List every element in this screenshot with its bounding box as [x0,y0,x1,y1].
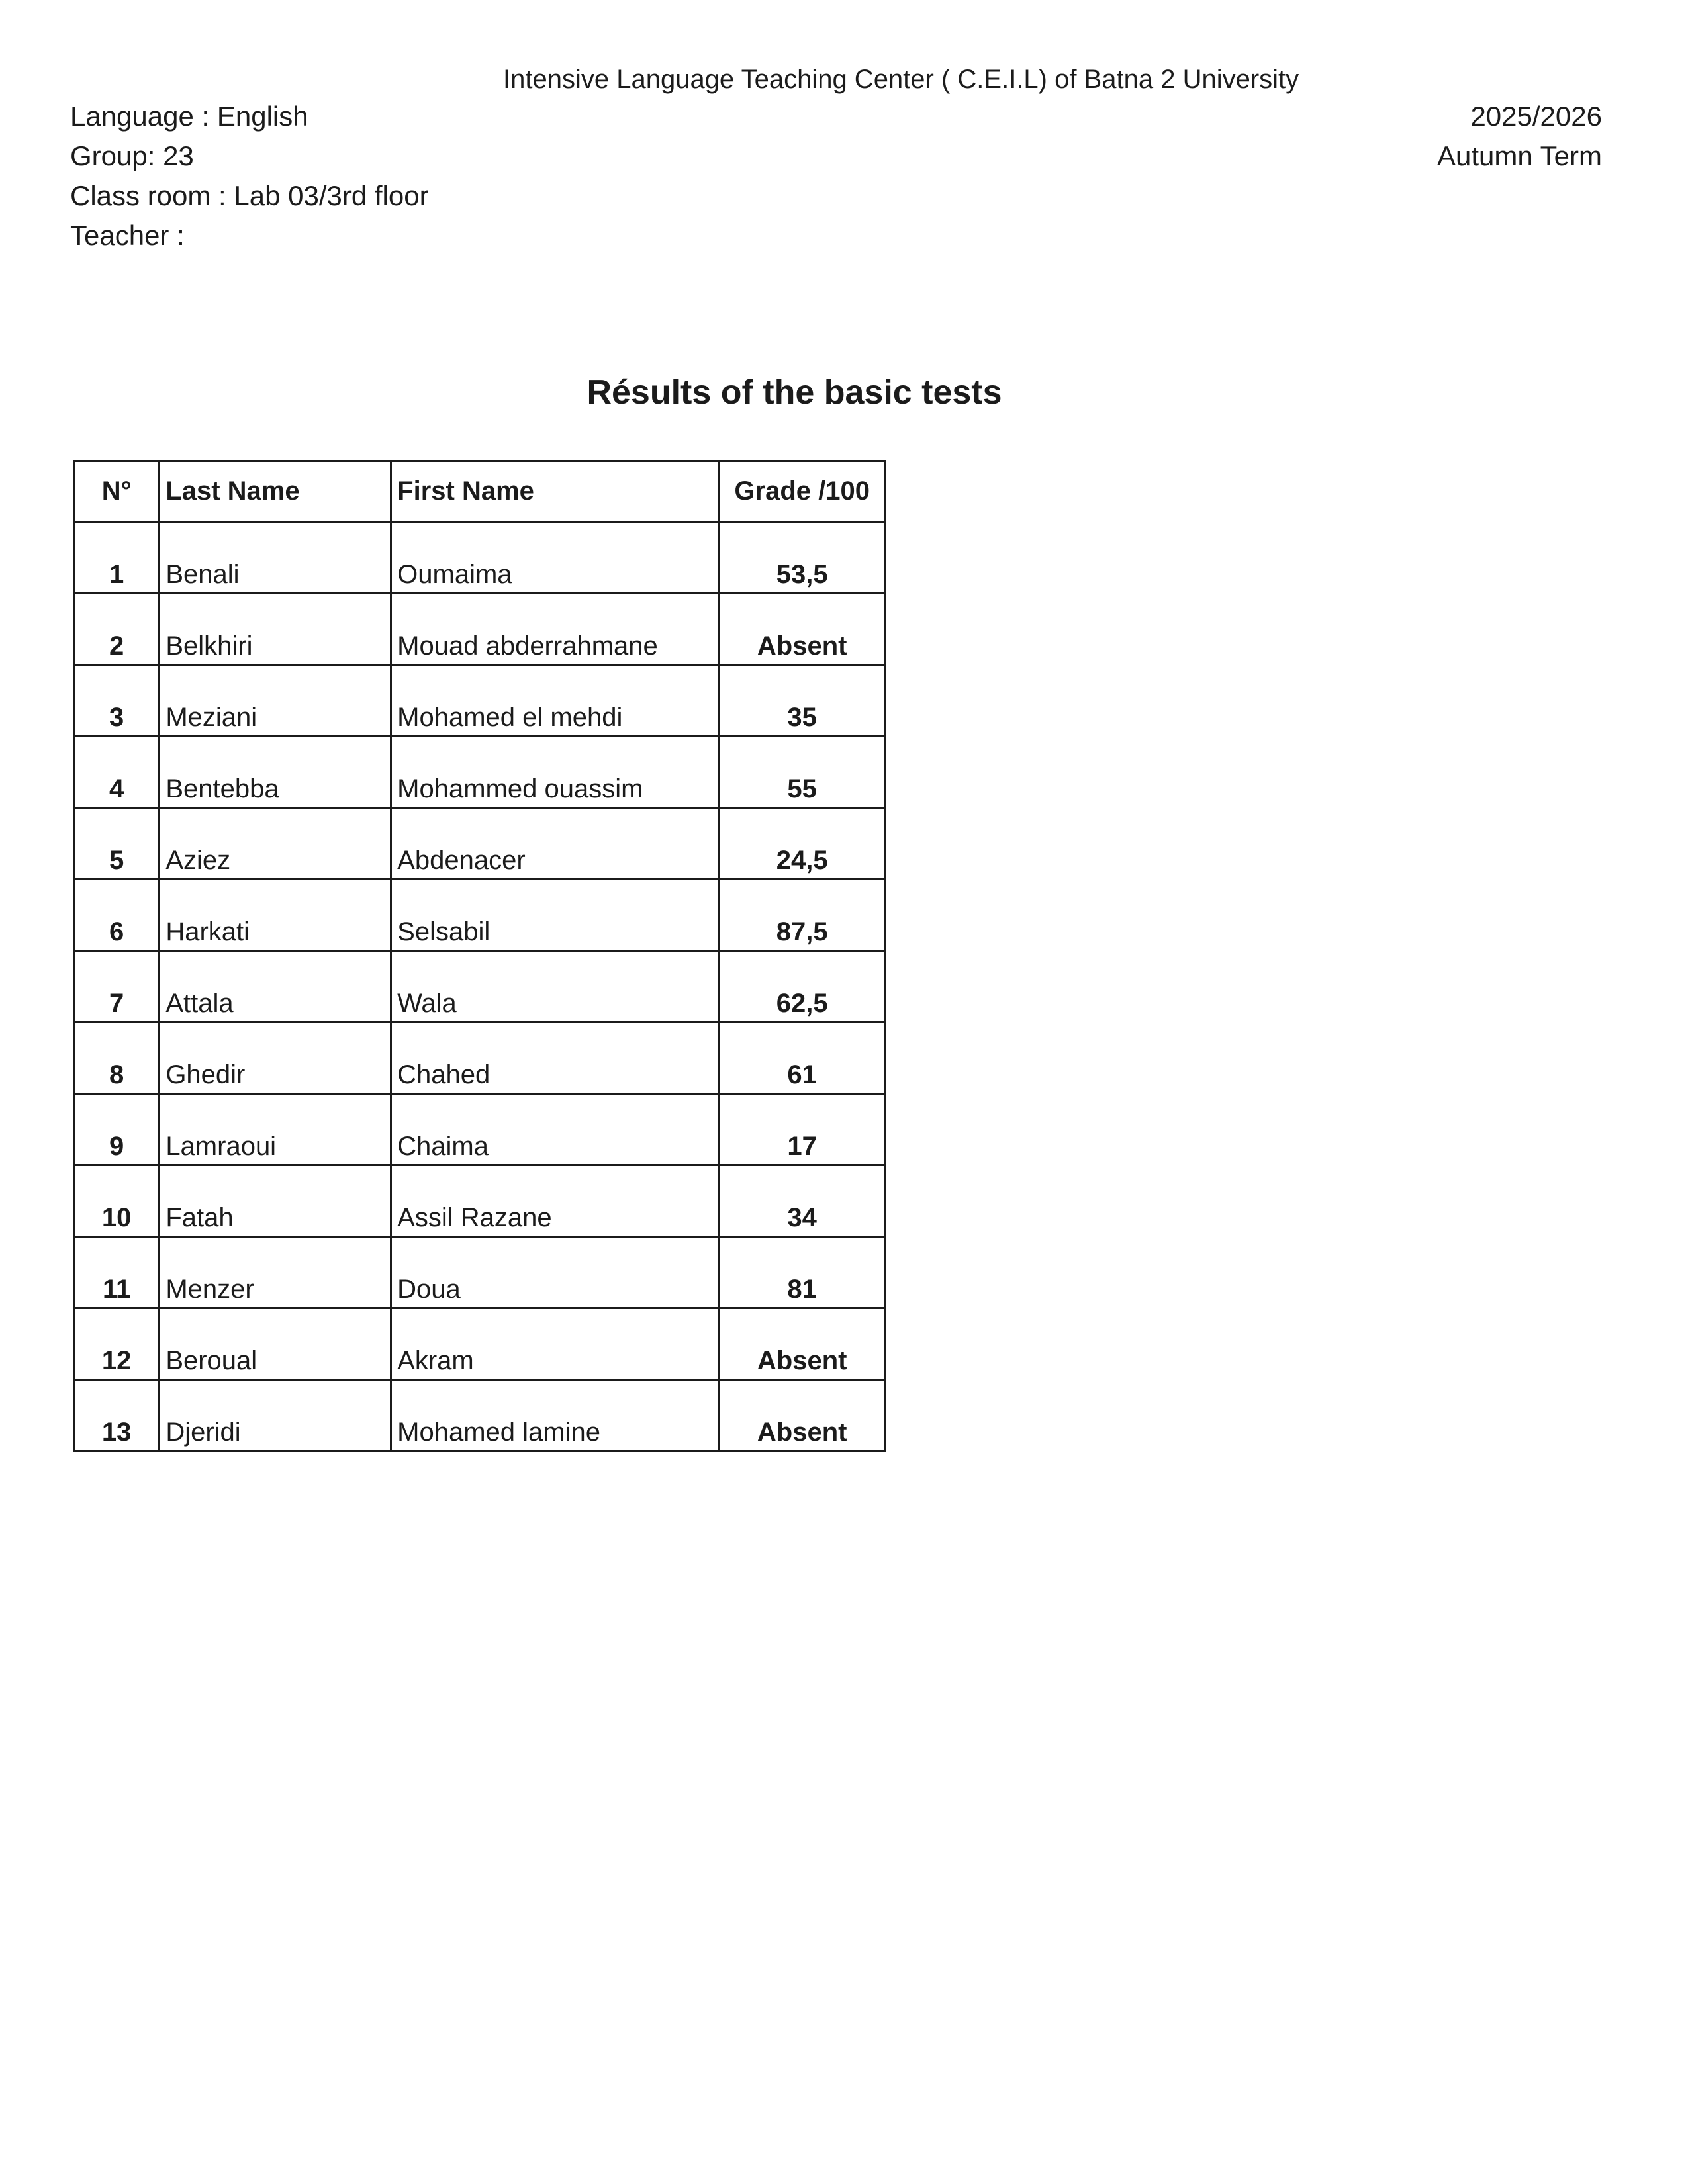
academic-year: 2025/2026 [1470,101,1602,132]
cell-first-name: Selsabil [391,880,720,951]
cell-number: 3 [74,665,160,737]
cell-first-name: Chahed [391,1023,720,1094]
group-label: Group: 23 [70,140,194,171]
cell-last-name: Fatah [160,1165,391,1237]
cell-number: 11 [74,1237,160,1308]
cell-number: 5 [74,808,160,880]
cell-last-name: Attala [160,951,391,1023]
cell-number: 2 [74,594,160,665]
table-row [74,1308,885,1380]
cell-grade: 34 [720,1165,885,1237]
cell-last-name: Benali [160,522,391,594]
cell-first-name: Mouad abderrahmane [391,594,720,665]
table-row [74,1237,885,1308]
table-row [74,1380,885,1451]
cell-grade: 17 [720,1094,885,1165]
cell-grade: Absent [720,1380,885,1451]
term-info [1437,97,1602,176]
results-table [73,460,886,1452]
column-header-grade: Grade /100 [720,461,885,522]
classroom-label: Class room : Lab 03/3rd floor [70,180,429,211]
cell-grade: Absent [720,594,885,665]
cell-first-name: Mohammed ouassim [391,737,720,808]
cell-grade: 53,5 [720,522,885,594]
cell-first-name: Mohamed el mehdi [391,665,720,737]
cell-grade: 62,5 [720,951,885,1023]
cell-first-name: Wala [391,951,720,1023]
table-body [74,522,885,1451]
cell-number: 7 [74,951,160,1023]
cell-number: 8 [74,1023,160,1094]
cell-first-name: Chaima [391,1094,720,1165]
table-row [74,1023,885,1094]
cell-grade: 81 [720,1237,885,1308]
cell-last-name: Ghedir [160,1023,391,1094]
cell-last-name: Aziez [160,808,391,880]
table-row [74,1094,885,1165]
cell-number: 10 [74,1165,160,1237]
table-row [74,737,885,808]
cell-number: 12 [74,1308,160,1380]
table-row [74,1165,885,1237]
cell-last-name: Belkhiri [160,594,391,665]
cell-number: 13 [74,1380,160,1451]
table-row [74,880,885,951]
cell-grade: 55 [720,737,885,808]
cell-grade: 61 [720,1023,885,1094]
cell-first-name: Doua [391,1237,720,1308]
column-header-first-name: First Name [391,461,720,522]
cell-last-name: Lamraoui [160,1094,391,1165]
table-row [74,522,885,594]
table-row [74,808,885,880]
table-header-row [74,461,885,522]
cell-first-name: Oumaima [391,522,720,594]
cell-first-name: Mohamed lamine [391,1380,720,1451]
table-row [74,665,885,737]
cell-number: 9 [74,1094,160,1165]
table-row [74,951,885,1023]
cell-first-name: Assil Razane [391,1165,720,1237]
cell-grade: Absent [720,1308,885,1380]
language-label: Language : English [70,101,308,132]
cell-grade: 35 [720,665,885,737]
table-row [74,594,885,665]
cell-last-name: Menzer [160,1237,391,1308]
cell-number: 1 [74,522,160,594]
teacher-label: Teacher : [70,220,185,251]
column-header-number: N° [74,461,160,522]
cell-last-name: Meziani [160,665,391,737]
cell-number: 4 [74,737,160,808]
cell-first-name: Akram [391,1308,720,1380]
cell-last-name: Harkati [160,880,391,951]
column-header-last-name: Last Name [160,461,391,522]
institution-name: Intensive Language Teaching Center ( C.E.I.L) of Batna 2 University [503,65,1299,94]
cell-last-name: Djeridi [160,1380,391,1451]
cell-last-name: Bentebba [160,737,391,808]
cell-last-name: Beroual [160,1308,391,1380]
cell-grade: 87,5 [720,880,885,951]
class-info [70,97,429,255]
term-label: Autumn Term [1437,140,1602,171]
cell-first-name: Abdenacer [391,808,720,880]
page-title: Résults of the basic tests [586,373,1002,412]
cell-number: 6 [74,880,160,951]
cell-grade: 24,5 [720,808,885,880]
